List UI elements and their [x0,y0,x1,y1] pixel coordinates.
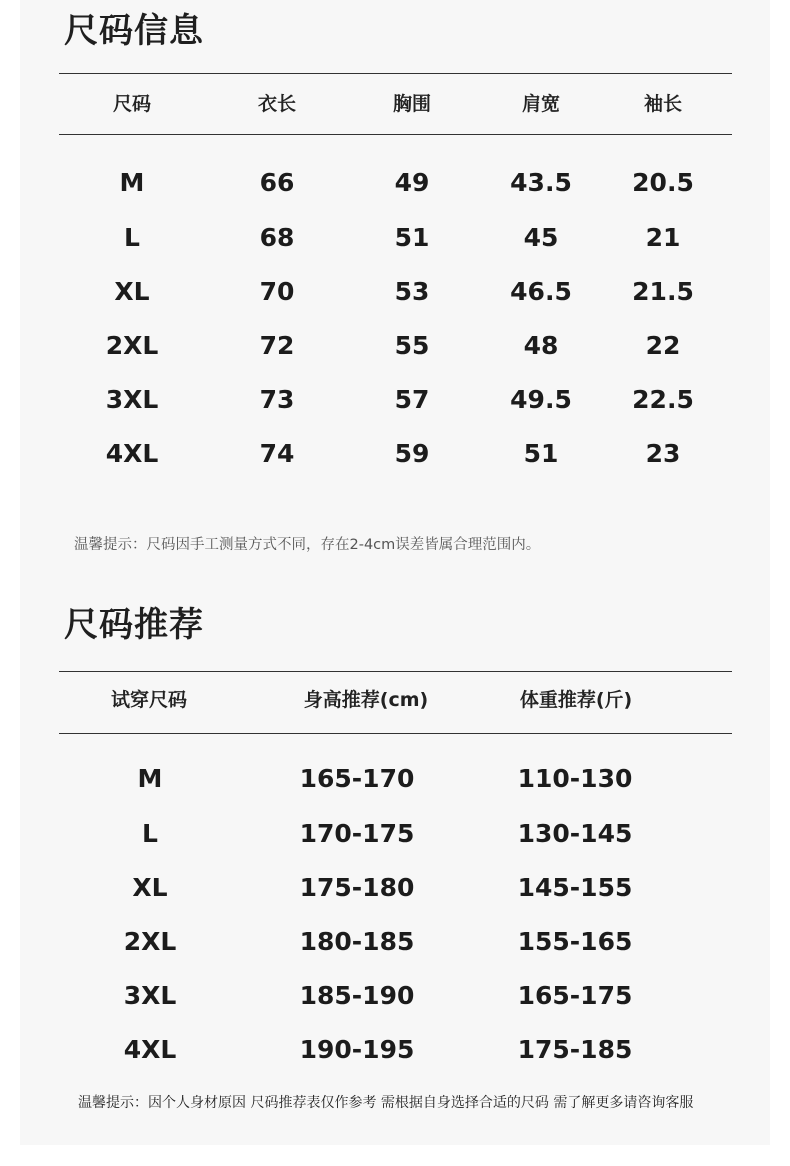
size-recommend-top-rule [59,671,732,672]
size-recommend-header-size: 试穿尺码 [110,689,188,711]
shoulder-cell: 51 [523,439,559,468]
shoulder-cell: 43.5 [510,168,572,197]
size-cell: 4XL [105,439,159,468]
size-cell: 2XL [123,927,177,956]
size-info-title: 尺码信息 [64,11,204,51]
sleeve-cell: 23 [645,439,681,468]
height-cell: 170-175 [299,819,415,848]
size-info-header-length: 衣长 [257,93,297,115]
size-recommend-note: 温馨提示：因个人身材原因 尺码推荐表仅作参考 需根据自身选择合适的尺码 需了解更多请咨询客服 [78,1095,694,1111]
height-cell: 180-185 [299,927,415,956]
chest-cell: 55 [394,331,430,360]
chest-cell: 59 [394,439,430,468]
size-recommend-header-height: 身高推荐(cm) [303,689,429,711]
chest-cell: 49 [394,168,430,197]
sleeve-cell: 21.5 [632,277,694,306]
chest-cell: 57 [394,385,430,414]
size-cell: L [124,223,140,252]
size-info-header-chest: 胸围 [392,93,432,115]
size-cell: XL [132,873,168,902]
chest-cell: 53 [394,277,430,306]
size-info-note: 温馨提示：尺码因手工测量方式不同，存在2-4cm误差皆属合理范围内。 [74,537,541,553]
length-cell: 70 [259,277,295,306]
size-cell: XL [114,277,150,306]
sleeve-cell: 20.5 [632,168,694,197]
size-cell: 2XL [105,331,159,360]
shoulder-cell: 49.5 [510,385,572,414]
chest-cell: 51 [394,223,430,252]
size-info-header-shoulder: 肩宽 [521,93,561,115]
size-recommend-header-rule [59,733,732,734]
length-cell: 73 [259,385,295,414]
weight-cell: 175-185 [517,1035,633,1064]
size-info-header-rule [59,134,732,135]
size-cell: 3XL [123,981,177,1010]
size-cell: M [119,168,145,197]
weight-cell: 155-165 [517,927,633,956]
size-info-header-size: 尺码 [112,93,152,115]
sleeve-cell: 22.5 [632,385,694,414]
weight-cell: 165-175 [517,981,633,1010]
size-recommend-title: 尺码推荐 [64,605,204,645]
height-cell: 175-180 [299,873,415,902]
size-info-header-sleeve: 袖长 [643,93,683,115]
height-cell: 165-170 [299,764,415,793]
shoulder-cell: 46.5 [510,277,572,306]
weight-cell: 130-145 [517,819,633,848]
size-info-top-rule [59,73,732,74]
weight-cell: 110-130 [517,764,633,793]
height-cell: 190-195 [299,1035,415,1064]
weight-cell: 145-155 [517,873,633,902]
shoulder-cell: 45 [523,223,559,252]
size-cell: M [137,764,163,793]
size-cell: 3XL [105,385,159,414]
length-cell: 72 [259,331,295,360]
length-cell: 66 [259,168,295,197]
length-cell: 74 [259,439,295,468]
sleeve-cell: 22 [645,331,681,360]
length-cell: 68 [259,223,295,252]
size-cell: L [142,819,158,848]
size-cell: 4XL [123,1035,177,1064]
height-cell: 185-190 [299,981,415,1010]
sleeve-cell: 21 [645,223,681,252]
size-recommend-header-weight: 体重推荐(斤) [519,689,633,711]
shoulder-cell: 48 [523,331,559,360]
